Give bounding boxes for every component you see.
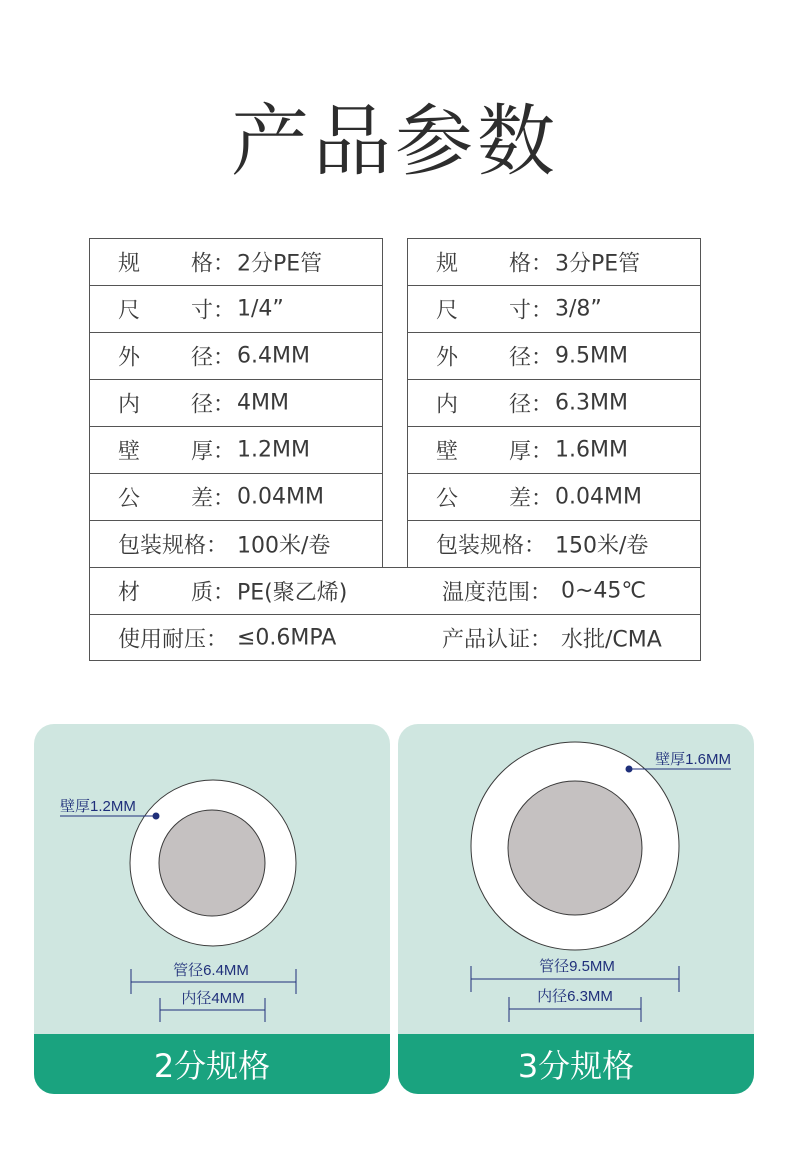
spec-label: 尺 [436,298,459,324]
spec-label: 径： [509,392,554,418]
spec-value: 0.04MM [555,484,642,510]
spec-row-left [89,520,383,568]
spec-label: 产品认证： [442,627,553,652]
spec-label: 规 [118,251,141,277]
spec-table [89,238,701,661]
spec-row-full [89,614,701,661]
spec-value: 3/8” [555,296,602,322]
spec-row-right [407,285,701,333]
spec-value: 1/4” [237,296,284,322]
wall-label: 壁厚1.2MM [60,798,136,815]
spec-row-left [89,426,383,474]
spec-row-full [89,567,701,615]
spec-label: 寸： [509,298,554,324]
spec-label: 材 [118,580,141,606]
spec-value: PE(聚乙烯) [237,580,348,606]
spec-label: 外 [436,345,459,371]
spec-card-3fen [398,724,754,1094]
card-title: 3分规格 [398,1034,754,1094]
pipe-diagram [398,724,754,1034]
spec-label: 径： [191,392,236,418]
spec-label: 厚： [191,439,236,465]
spec-value: 水批/CMA [561,627,662,652]
spec-label: 径： [191,345,236,371]
pipe-inner-circle [159,810,265,916]
spec-label: 质： [191,580,236,606]
spec-label: 公 [436,486,459,512]
spec-value: 1.6MM [555,437,628,463]
spec-value: 2分PE管 [237,251,323,277]
spec-label: 使用耐压： [118,627,229,652]
spec-value: 4MM [237,390,289,416]
spec-label: 厚： [509,439,554,465]
spec-row-left [89,473,383,521]
spec-label: 外 [118,345,141,371]
outer-diameter-label: 管径9.5MM [539,958,615,975]
spec-card-2fen [34,724,390,1094]
spec-label: 格： [509,251,554,277]
spec-value: ≤0.6MPA [237,625,337,650]
spec-value: 150米/卷 [555,533,649,559]
spec-label: 内 [436,392,459,418]
spec-label: 格： [191,251,236,277]
spec-value: 9.5MM [555,343,628,369]
spec-label: 公 [118,486,141,512]
spec-row-right [407,332,701,380]
spec-value: 3分PE管 [555,251,641,277]
spec-row-right [407,379,701,427]
spec-value: 0~45℃ [561,578,647,604]
spec-value: 1.2MM [237,437,310,463]
spec-label: 温度范围： [442,580,553,606]
spec-label: 包装规格： [436,533,547,559]
spec-label: 内 [118,392,141,418]
wall-label: 壁厚1.6MM [655,751,731,768]
spec-row-left [89,379,383,427]
spec-row-right [407,238,701,286]
spec-label: 壁 [118,439,141,465]
spec-label: 寸： [191,298,236,324]
spec-row-left [89,332,383,380]
spec-row-right [407,426,701,474]
spec-label: 差： [509,486,554,512]
spec-label: 尺 [118,298,141,324]
spec-label: 规 [436,251,459,277]
spec-label: 壁 [436,439,459,465]
spec-label: 包装规格： [118,533,229,559]
wall-marker-dot [626,766,633,773]
wall-marker-dot [153,813,160,820]
spec-value: 100米/卷 [237,533,331,559]
spec-row-left [89,238,383,286]
spec-row-right [407,473,701,521]
spec-label: 差： [191,486,236,512]
pipe-inner-circle [508,781,642,915]
spec-row-right [407,520,701,568]
spec-value: 6.4MM [237,343,310,369]
page-title: 产品参数 [230,97,559,187]
inner-diameter-label: 内径4MM [181,990,245,1007]
spec-row-left [89,285,383,333]
pipe-diagram [34,724,390,1034]
outer-diameter-label: 管径6.4MM [173,962,249,979]
spec-value: 6.3MM [555,390,628,416]
spec-value: 0.04MM [237,484,324,510]
spec-label: 径： [509,345,554,371]
inner-diameter-label: 内径6.3MM [537,988,613,1005]
card-title: 2分规格 [34,1034,390,1094]
